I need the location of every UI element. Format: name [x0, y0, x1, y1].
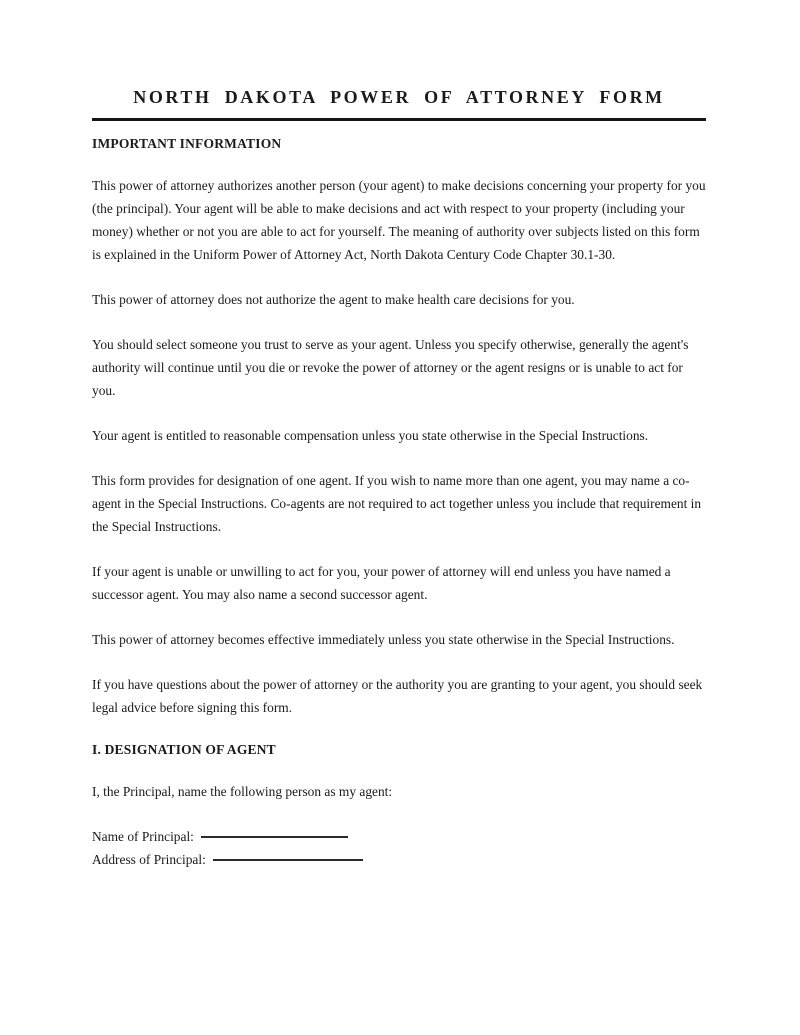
paragraph-successor-agent: If your agent is unable or unwilling to act for you, your power of attorney will end unless you have named a successor agent. You may also name a second successor agent. [92, 564, 671, 602]
field-row-name-of-principal [92, 825, 706, 848]
name-of-principal-label: Name of Principal: [92, 829, 194, 844]
document-content [92, 0, 706, 871]
paragraph-authorization-overview: This power of attorney authorizes another person (your agent) to make decisions concerning your property for you (the principal). Your agent will be able to make decisions and act with respect to your property (including your money) whether or not you are able to act for yourself. The meaning of authority over subjects listed on this form is explained in the Uniform Power of Attorney Act, North Dakota Century Code Chapter 30.1-30. [92, 178, 706, 262]
address-of-principal-blank-line[interactable] [213, 849, 363, 861]
important-information-heading: IMPORTANT INFORMATION [92, 136, 282, 151]
paragraph-co-agent: This form provides for designation of one agent. If you wish to name more than one agent, you may name a co-agent in the Special Instructions. Co-agents are not required to act together unless you include that requirement in the Special Instructions. [92, 473, 702, 534]
designation-of-agent-heading: I. DESIGNATION OF AGENT [92, 742, 276, 757]
page-title: NORTH DAKOTA POWER OF ATTORNEY FORM [133, 87, 665, 107]
title-divider [92, 118, 706, 121]
paragraph-effective-immediately: This power of attorney becomes effective immediately unless you state otherwise in the Special Instructions. [92, 632, 675, 647]
paragraph-questions-legal-advice: If you have questions about the power of attorney or the authority you are granting to your agent, you should seek legal advice before signing this form. [92, 677, 703, 715]
paragraph-no-health-care: This power of attorney does not authorize the agent to make health care decisions for you. [92, 292, 575, 307]
paragraph-compensation: Your agent is entitled to reasonable compensation unless you state otherwise in the Special Instructions. [92, 428, 649, 443]
field-row-address-of-principal [92, 848, 706, 871]
address-of-principal-label: Address of Principal: [92, 852, 206, 867]
paragraph-select-agent: You should select someone you trust to serve as your agent. Unless you specify otherwise, generally the agent's authority will continue until you die or revoke the power of attorney or the agent resigns or is unable to act for you. [92, 337, 689, 398]
name-of-principal-blank-line[interactable] [201, 826, 348, 838]
designation-intro: I, the Principal, name the following person as my agent: [92, 784, 393, 799]
principal-fields [92, 825, 706, 871]
